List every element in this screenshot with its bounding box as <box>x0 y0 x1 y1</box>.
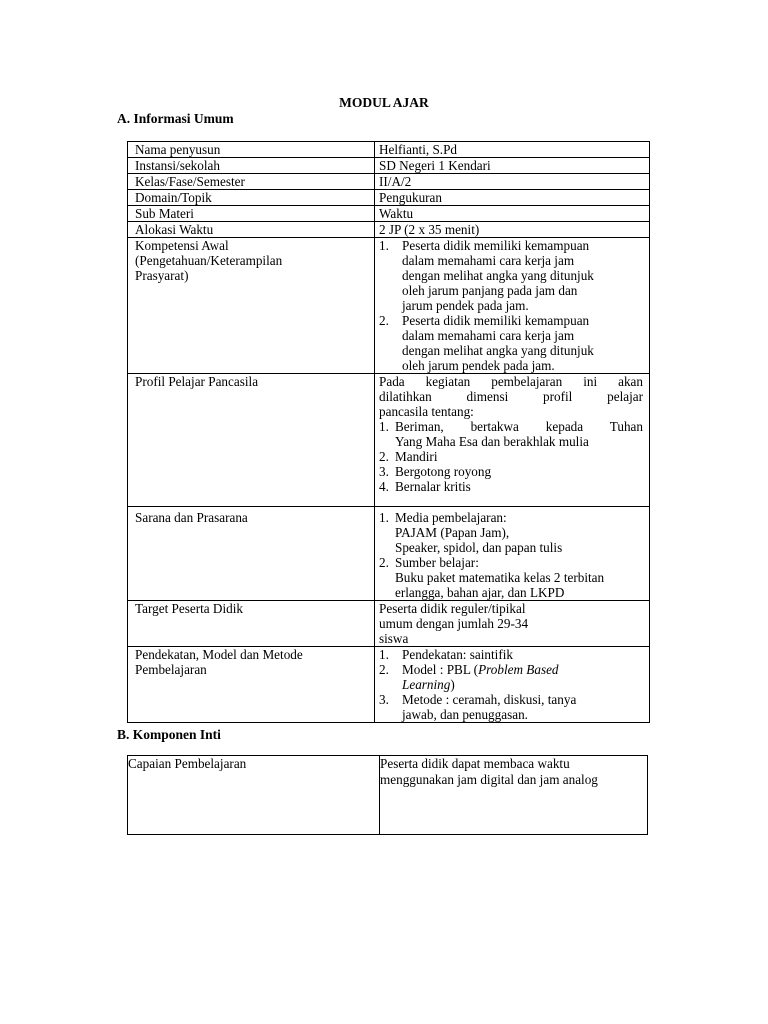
list-number: 3. <box>379 464 389 479</box>
sarana-list <box>379 510 643 600</box>
list-item <box>379 555 643 600</box>
komponen-inti-table <box>127 755 648 835</box>
target-line: umum dengan jumlah 29-34 <box>379 616 529 631</box>
label-pendekatan <box>128 647 375 723</box>
list-item <box>379 647 643 662</box>
value-domain: Pengukuran <box>375 190 650 206</box>
table-row <box>128 158 650 174</box>
list-text: Peserta didik memiliki kemampuan <box>402 238 590 253</box>
list-text: dalam memahami cara kerja jam <box>402 253 575 268</box>
target-line: siswa <box>379 631 409 646</box>
table-row <box>128 174 650 190</box>
list-number: 1. <box>379 510 389 525</box>
profil-intro-line: dilatihkan dimensi profil pelajar <box>379 389 643 404</box>
label-kompetensi-awal <box>128 238 375 374</box>
table-row <box>128 142 650 158</box>
list-text: Media pembelajaran: <box>395 510 507 525</box>
pendekatan-list <box>379 647 643 722</box>
label-line: Kompetensi Awal <box>135 238 229 253</box>
list-number: 2. <box>379 662 389 677</box>
list-text <box>402 662 643 677</box>
list-text: Beriman, bertakwa kepada Tuhan <box>395 419 643 434</box>
table-row <box>128 601 650 647</box>
list-item <box>379 479 643 494</box>
profil-intro-line: Pada kegiatan pembelajaran ini akan <box>379 374 643 389</box>
value-alokasi-waktu: 2 JP (2 x 35 menit) <box>375 222 650 238</box>
label-line: Prasyarat) <box>135 268 189 283</box>
value-target-peserta <box>375 601 650 647</box>
profil-list <box>379 419 643 494</box>
label-profil-pelajar: Profil Pelajar Pancasila <box>128 374 375 507</box>
list-item <box>379 692 643 722</box>
value-pendekatan <box>375 647 650 723</box>
list-text: Sumber belajar: <box>395 555 479 570</box>
list-item <box>379 419 643 449</box>
list-text: jarum pendek pada jam. <box>402 298 529 313</box>
model-italic: Problem Based <box>478 662 559 677</box>
label-line: (Pengetahuan/Keterampilan <box>135 253 283 268</box>
value-sub-materi: Waktu <box>375 206 650 222</box>
value-profil-pelajar <box>375 374 650 507</box>
list-text: Yang Maha Esa dan berakhlak mulia <box>395 434 589 449</box>
list-number: 3. <box>379 692 389 707</box>
model-prefix: Model : PBL ( <box>402 662 479 677</box>
section-b-heading: B. Komponen Inti <box>117 727 221 742</box>
list-number: 2. <box>379 449 389 464</box>
list-item <box>379 464 643 479</box>
capaian-line: menggunakan jam digital dan jam analog <box>380 772 598 787</box>
list-text: Metode : ceramah, diskusi, tanya <box>402 692 577 707</box>
list-text: Speaker, spidol, dan papan tulis <box>395 540 563 555</box>
profil-intro-line: pancasila tentang: <box>379 404 474 419</box>
capaian-line: Peserta didik dapat membaca waktu <box>380 756 570 771</box>
value-capaian-pembelajaran <box>380 756 648 835</box>
table-row <box>128 190 650 206</box>
list-text: Bergotong royong <box>395 464 492 479</box>
table-row <box>128 206 650 222</box>
target-line: Peserta didik reguler/tipikal <box>379 601 526 616</box>
list-item <box>379 662 643 692</box>
list-text: dengan melihat angka yang ditunjuk <box>402 343 594 358</box>
table-row <box>128 507 650 601</box>
value-instansi: SD Negeri 1 Kendari <box>375 158 650 174</box>
label-instansi: Instansi/sekolah <box>128 158 375 174</box>
value-sarana-prasarana <box>375 507 650 601</box>
model-suffix: ) <box>450 677 455 692</box>
list-text: Pendekatan: saintifik <box>402 647 513 662</box>
label-domain: Domain/Topik <box>128 190 375 206</box>
list-item <box>379 238 643 313</box>
list-number: 1. <box>379 419 389 434</box>
page-title: MODUL AJAR <box>339 95 429 110</box>
value-kompetensi-awal <box>375 238 650 374</box>
label-line: Pendekatan, Model dan Metode <box>135 647 303 662</box>
list-number: 2. <box>379 555 389 570</box>
label-sub-materi: Sub Materi <box>128 206 375 222</box>
label-alokasi-waktu: Alokasi Waktu <box>128 222 375 238</box>
model-italic: Learning <box>402 677 451 692</box>
table-row <box>128 647 650 723</box>
table-row <box>128 238 650 374</box>
table-row <box>128 374 650 507</box>
list-text: dengan melihat angka yang ditunjuk <box>402 268 594 283</box>
label-sarana-prasarana: Sarana dan Prasarana <box>128 507 375 601</box>
value-kelas: II/A/2 <box>375 174 650 190</box>
label-capaian-pembelajaran: Capaian Pembelajaran <box>128 756 380 835</box>
list-text: dalam memahami cara kerja jam <box>402 328 575 343</box>
list-text: oleh jarum pendek pada jam. <box>402 358 555 373</box>
list-item <box>379 449 643 464</box>
informasi-umum-table <box>127 141 650 723</box>
label-nama-penyusun: Nama penyusun <box>128 142 375 158</box>
list-text: Buku paket matematika kelas 2 terbitan <box>395 570 605 585</box>
list-text: erlangga, bahan ajar, dan LKPD <box>395 585 565 600</box>
list-text: jawab, dan penuggasan. <box>402 707 528 722</box>
list-number: 1. <box>379 647 389 662</box>
list-number: 4. <box>379 479 389 494</box>
list-number: 2. <box>379 313 389 328</box>
list-text: Mandiri <box>395 449 438 464</box>
kompetensi-list <box>379 238 643 373</box>
section-a-heading: A. Informasi Umum <box>117 111 234 126</box>
list-item <box>379 510 643 555</box>
list-item <box>379 313 643 373</box>
table-row <box>128 756 648 835</box>
table-row <box>128 222 650 238</box>
value-nama-penyusun: Helfianti, S.Pd <box>375 142 650 158</box>
list-text: Peserta didik memiliki kemampuan <box>402 313 590 328</box>
label-kelas: Kelas/Fase/Semester <box>128 174 375 190</box>
label-line: Pembelajaran <box>135 662 207 677</box>
list-text <box>402 677 643 692</box>
list-text: PAJAM (Papan Jam), <box>395 525 510 540</box>
list-number: 1. <box>379 238 389 253</box>
list-text: oleh jarum panjang pada jam dan <box>402 283 578 298</box>
list-text: Bernalar kritis <box>395 479 471 494</box>
label-target-peserta: Target Peserta Didik <box>128 601 375 647</box>
